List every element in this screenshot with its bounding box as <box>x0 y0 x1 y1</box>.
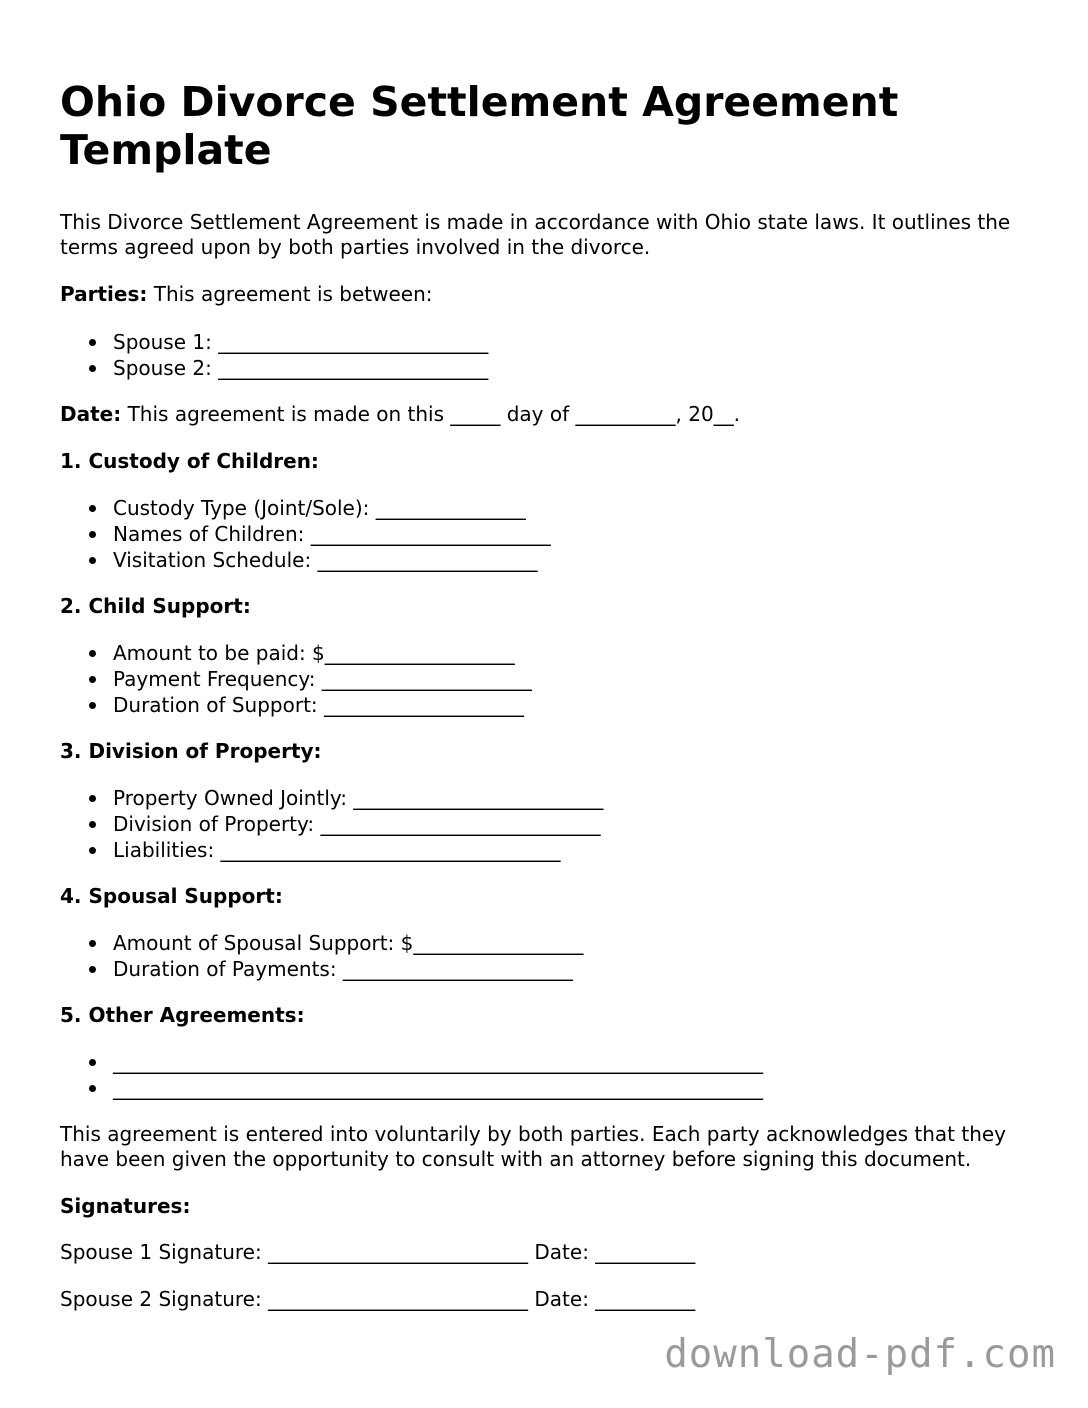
spouse-2-signature-line: Spouse 2 Signature: __________________________ Date: __________ <box>60 1287 696 1311</box>
list-item: Duration of Payments: _______________________ <box>113 956 1040 982</box>
list-item: Names of Children: ________________________ <box>113 521 1040 547</box>
section-heading-other-agreements: 5. Other Agreements: <box>60 1003 305 1027</box>
document-page <box>60 78 1040 1334</box>
section-heading-property: 3. Division of Property: <box>60 739 322 763</box>
list-item: _________________________________________________________________ <box>113 1075 1040 1101</box>
signatures-heading: Signatures: <box>60 1194 191 1218</box>
list-item: Payment Frequency: _____________________ <box>113 666 1040 692</box>
section-heading-spousal-support: 4. Spousal Support: <box>60 884 283 908</box>
parties-line <box>60 282 1040 307</box>
watermark: download-pdf.com <box>664 1332 1056 1377</box>
list-item: _________________________________________________________________ <box>113 1049 1040 1075</box>
child-support-list <box>60 640 1040 718</box>
list-item: Amount of Spousal Support: $_________________ <box>113 930 1040 956</box>
parties-list <box>60 329 1040 381</box>
list-item: Visitation Schedule: ______________________ <box>113 547 1040 573</box>
other-agreements-list <box>60 1049 1040 1101</box>
list-item: Property Owned Jointly: _________________________ <box>113 785 1040 811</box>
list-item: Liabilities: __________________________________ <box>113 837 1040 863</box>
date-label: Date: <box>60 402 122 426</box>
spousal-support-list <box>60 930 1040 982</box>
intro-paragraph: This Divorce Settlement Agreement is made in accordance with Ohio state laws. It outlines the terms agreed upon by both parties involved in the divorce. <box>60 210 1011 259</box>
date-text: This agreement is made on this _____ day of __________, 20__. <box>121 402 741 426</box>
property-list <box>60 785 1040 863</box>
list-item: Duration of Support: ____________________ <box>113 692 1040 718</box>
parties-label: Parties: <box>60 282 148 306</box>
date-line <box>60 402 1040 427</box>
custody-list <box>60 495 1040 573</box>
list-item: Division of Property: ____________________________ <box>113 811 1040 837</box>
list-item: Custody Type (Joint/Sole): _______________ <box>113 495 1040 521</box>
closing-paragraph: This agreement is entered into voluntarily by both parties. Each party acknowledges that they have been given the opportunity to consult with an attorney before signing this document. <box>60 1122 1007 1171</box>
section-heading-child-support: 2. Child Support: <box>60 594 251 618</box>
parties-text: This agreement is between: <box>147 282 433 306</box>
list-item: Amount to be paid: $___________________ <box>113 640 1040 666</box>
list-item: Spouse 2: ___________________________ <box>113 355 1040 381</box>
section-heading-custody: 1. Custody of Children: <box>60 449 319 473</box>
spouse-1-signature-line: Spouse 1 Signature: __________________________ Date: __________ <box>60 1240 696 1264</box>
list-item: Spouse 1: ___________________________ <box>113 329 1040 355</box>
page-title: Ohio Divorce Settlement Agreement Template <box>60 78 899 174</box>
